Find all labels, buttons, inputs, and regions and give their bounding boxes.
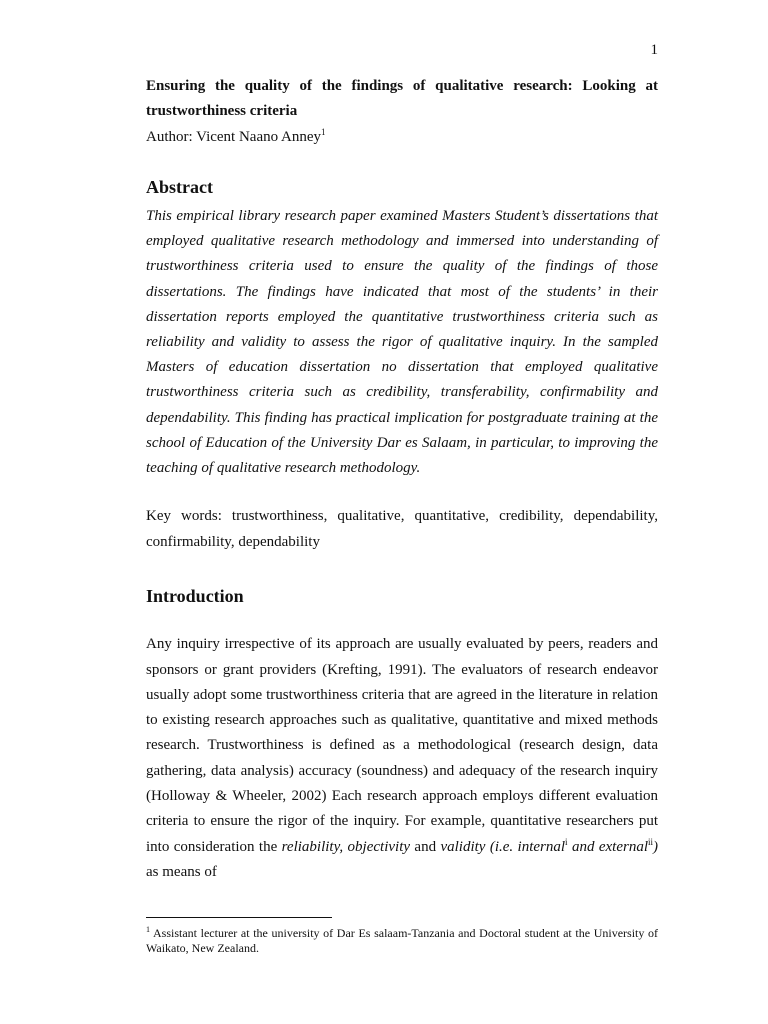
footnote (146, 926, 658, 956)
page-number: 1 (650, 42, 658, 58)
intro-main-text: Any inquiry irrespective of its approach are usually evaluated by peers, readers and sponsors or grant providers (Krefting, 1991). The evaluators of research endeavor usually adopt some trustworthiness criteria that are agreed in the literature in relation to existing research approaches such as qualitative, quantitative and mixed methods research. Trustworthiness is defined as a methodological (research design, data gathering, data analysis) accuracy (soundness) and adequacy of the research inquiry (Holloway & Wheeler, 2002) Each research approach employs different evaluation criteria to ensure the rigor of the inquiry. For example, quantitative researchers put into consideration the (146, 636, 658, 855)
intro-external: and external (567, 838, 648, 855)
intro-validity: validity (i.e. internal (440, 838, 566, 855)
abstract-text: This empirical library research paper examined Masters Student’s dissertations that employed qualitative research methodology and immersed into understanding of trustworthiness criteria used to ensure the quality of the findings of those dissertations. The findings have indicated that most of the students’ in their dissertation reports employed the quantitative trustworthiness criteria such as reliability and validity to assess the rigor of qualitative inquiry. In the sampled Masters of education dissertation no dissertation that employed qualitative trustworthiness criteria such as credibility, transferability, confirmability and dependability. This finding has practical implication for postgraduate training at the school of Education of the University Dar es Salaam, in particular, to improving the teaching of qualitative research methodology. (146, 208, 658, 477)
endnote-mark-ii: ii (647, 836, 653, 847)
intro-italic-terms: reliability, objectivity (281, 838, 411, 855)
endnote-mark-i: i (565, 836, 568, 847)
abstract-heading: Abstract (146, 177, 213, 197)
introduction-heading: Introduction (146, 586, 244, 607)
intro-close-paren: ) (653, 838, 658, 855)
author-footnote-mark: 1 (321, 127, 326, 137)
footnote-divider (146, 917, 332, 918)
intro-and: and (410, 838, 441, 855)
paper-title: Ensuring the quality of the findings of qualitative research: Looking at trustworthiness criteria (146, 78, 658, 119)
footnote-mark: 1 (146, 925, 150, 934)
page-content (146, 74, 658, 885)
footnote-text: Assistant lecturer at the university of Dar Es salaam-Tanzania and Doctoral student at the University of Waikato, New Zealand. (146, 926, 658, 955)
intro-tail: as means of (146, 863, 217, 880)
author-name: Author: Vicent Naano Anney (146, 129, 322, 145)
keywords: Key words: trustworthiness, qualitative, quantitative, credibility, dependability, confirmability, dependability (146, 508, 658, 550)
author-line (146, 124, 658, 150)
introduction-paragraph (146, 632, 658, 885)
